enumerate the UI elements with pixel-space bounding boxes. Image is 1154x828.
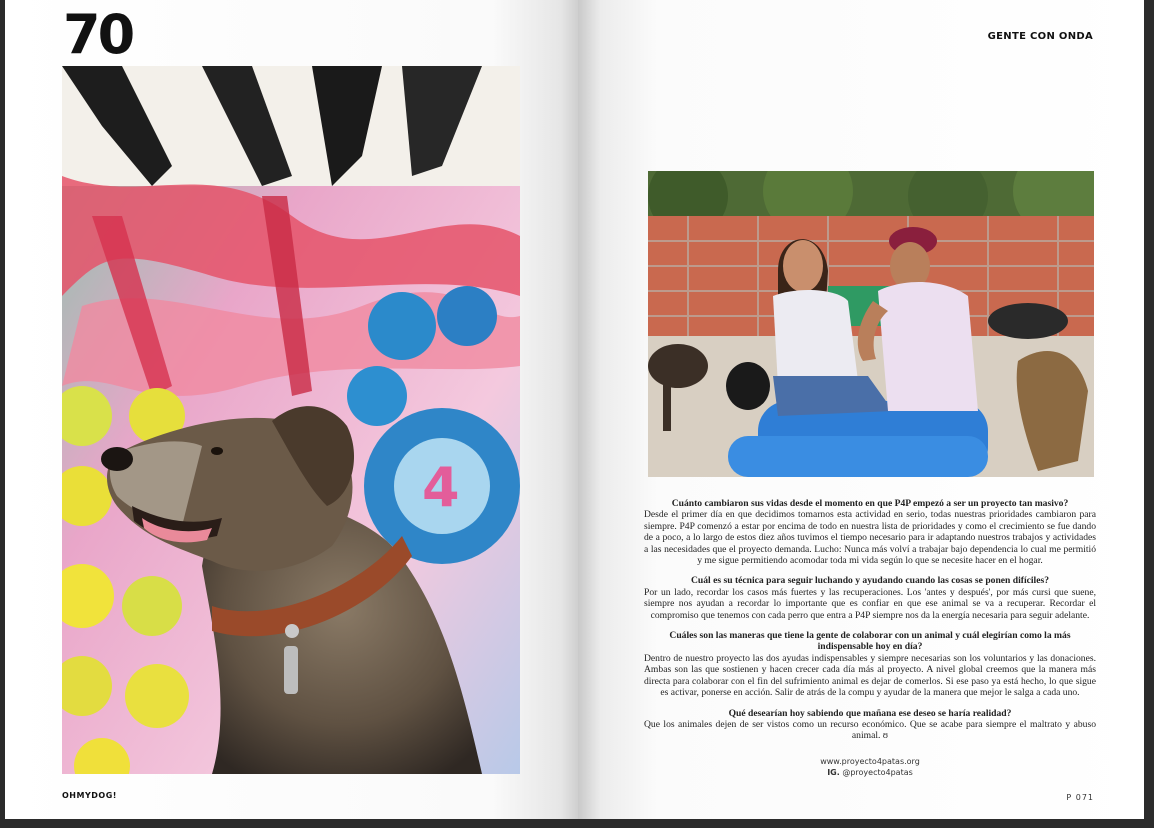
contact-info: [644, 756, 1096, 778]
qa-item: [644, 575, 1096, 621]
right-page: [578, 0, 1144, 819]
answer: Que los animales dejen de ser vistos como un recurso económico. Que se acabe para siempre el maltrato y abuso animal. ʊ: [644, 718, 1096, 742]
interview-text: [644, 498, 1096, 751]
answer: Por un lado, recordar los casos más fuertes y las recuperaciones. Los 'antes y después', por más cursi que suene, siempre nos ayudan a recordar lo importante que es confiar en que ese animal se va a recuperar. Recordar el compromiso que tenemos con cada perro que entra a P4P siempre nos da la energía necesaria para seguir adelante.: [644, 586, 1096, 621]
question: Qué desearían hoy sabiendo que mañana ese deseo se haría realidad?: [728, 707, 1012, 719]
dog-photo: [62, 66, 520, 774]
qa-item: [644, 630, 1096, 698]
section-title: GENTE CON ONDA: [987, 31, 1093, 42]
svg-text:4: 4: [422, 456, 460, 519]
answer: Dentro de nuestro proyecto las dos ayudas indispensables y siempre necesarias son los voluntarios y las donaciones. Ambas son las que sostienen y hacen crecer cada día más al proyecto. A nivel global creemos que la manera más directa para colaborar con el fin del sufrimiento animal es dejar de comerlos. Si ese paso ya está hecho, lo que sigue es activar, ponerse en acción. Salir de atrás de la compu y ayudar de la manera que mejor le salga a cada uno.: [644, 652, 1096, 699]
qa-item: [644, 708, 1096, 742]
question: Cuáles son las maneras que tiene la gente de colaborar con un animal y cuál elegirían como la más indispensable hoy en día?: [669, 630, 1071, 653]
qa-item: [644, 498, 1096, 566]
question: Cuánto cambiaron sus vidas desde el momento en que P4P empezó a ser un proyecto tan masivo?: [671, 498, 1069, 509]
question: Cuál es su técnica para seguir luchando y ayudando cuando las cosas se ponen difíciles?: [690, 575, 1050, 587]
instagram-handle[interactable]: @proyecto4patas: [842, 768, 913, 777]
instagram-line: [644, 767, 1096, 778]
answer: Desde el primer día en que decidimos tomarnos esta actividad en serio, todas nuestras prioridades cambiaron para siempre. P4P comenzó a estar por encima de todo en nuestra lista de prioridades y como el crecimiento se fue dando de a poco, a lo largo de estos diez años tuvimos el tiempo necesario para ir adaptando nuestros trabajos y actividades a las necesidades que el proyecto demanda. Lucho: Nunca más volví a trabajar bajo dependencia lo cual me permitió y me sigue permitiendo acomodar toda mi vida según lo que se necesite hacer en el hogar.: [644, 509, 1096, 567]
brand-logo: OHMYDOG!: [62, 791, 117, 800]
website-link[interactable]: www.proyecto4patas.org: [820, 757, 920, 766]
ig-label: IG.: [827, 768, 840, 777]
left-page: [5, 0, 578, 819]
people-photo: [648, 171, 1094, 477]
page-number: P 071: [1066, 793, 1094, 802]
issue-number: 70: [63, 3, 133, 66]
